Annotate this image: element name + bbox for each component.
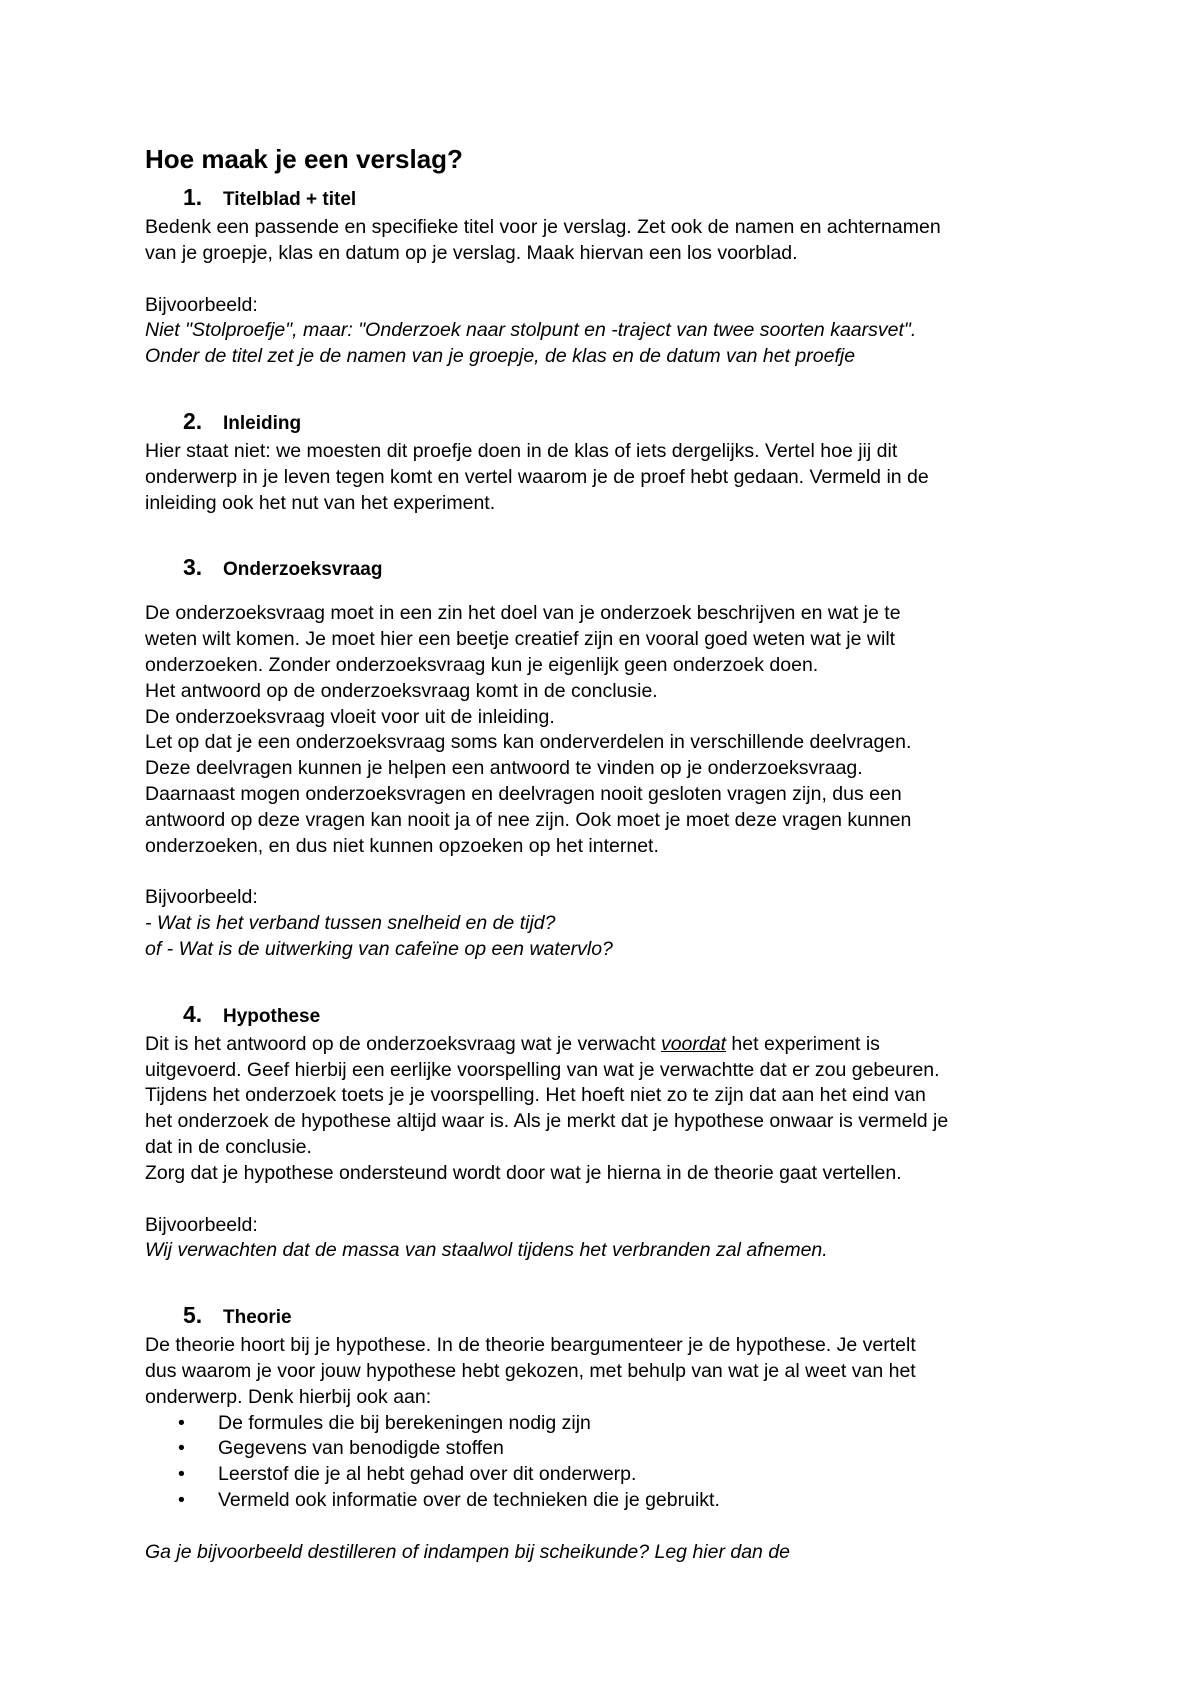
body-text: het experiment is	[726, 1032, 880, 1055]
section-theorie	[145, 1300, 1075, 1565]
section-inleiding	[145, 406, 1075, 516]
list-item-text: Gegevens van benodigde stoffen	[218, 1437, 504, 1460]
body-line: Het antwoord op de onderzoeksvraag komt in de conclusie.	[145, 679, 658, 702]
example-label: Bijvoorbeeld:	[145, 1213, 258, 1236]
body-line: weten wilt komen. Je moet hier een beetje creatief zijn en vooral goed weten wat je wilt	[145, 628, 896, 651]
section-number: 4.	[183, 1000, 203, 1027]
body-line: uitgevoerd. Geef hierbij een eerlijke voorspelling van wat je verwachtte dat er zou gebeuren.	[145, 1058, 940, 1081]
section-heading	[183, 552, 1075, 585]
bullet-icon: •	[178, 1463, 185, 1486]
document-title: Hoe maak je een verslag?	[145, 144, 463, 174]
list-item-text: Leerstof die je al hebt gehad over dit onderwerp.	[218, 1463, 637, 1486]
body-text: Dit is het antwoord op de onderzoeksvraag wat je verwacht	[145, 1032, 661, 1055]
body-line: Deze deelvragen kunnen je helpen een antwoord te vinden op je onderzoeksvraag.	[145, 757, 863, 780]
example-line: Wij verwachten dat de massa van staalwol tijdens het verbranden zal afnemen.	[145, 1239, 828, 1262]
section-heading	[183, 999, 1075, 1032]
list-item-text: De formules die bij berekeningen nodig zijn	[218, 1411, 591, 1434]
body-line: onderzoeken, en dus niet kunnen opzoeken op het internet.	[145, 834, 659, 857]
section-number: 3.	[183, 554, 203, 581]
section-title: Onderzoeksvraag	[223, 559, 383, 581]
body-line: van je groepje, klas en datum op je verslag. Maak hiervan een los voorblad.	[145, 241, 798, 264]
section-titelblad	[145, 182, 1075, 370]
section-number: 5.	[183, 1302, 203, 1329]
document-page	[145, 140, 1075, 1565]
section-number: 1.	[183, 184, 203, 210]
example-label: Bijvoorbeeld:	[145, 886, 258, 909]
bullet-icon: •	[178, 1488, 185, 1511]
body-line: Bedenk een passende en specifieke titel voor je verslag. Zet ook de namen en achternamen	[145, 216, 941, 238]
body-line: het onderzoek de hypothese altijd waar is. Als je merkt dat je hypothese onwaar is vermeld je	[145, 1110, 949, 1133]
body-line: De onderzoeksvraag moet in een zin het doel van je onderzoek beschrijven en wat je te	[145, 602, 901, 625]
body-line: De theorie hoort bij je hypothese. In de theorie beargumenteer je de hypothese. Je vertelt	[145, 1334, 916, 1357]
emphasis-underlined: voordat	[660, 1032, 726, 1055]
example-line: Niet "Stolproefje", maar: "Onderzoek naar stolpunt en -traject van twee soorten kaarsvet".	[145, 319, 917, 342]
section-title: Theorie	[223, 1307, 292, 1329]
example-label: Bijvoorbeeld:	[145, 293, 258, 316]
section-hypothese	[145, 999, 1075, 1264]
example-line: - Wat is het verband tussen snelheid en de tijd?	[145, 912, 556, 935]
body-line: Tijdens het onderzoek toets je je voorspelling. Het hoeft niet zo te zijn dat aan het eind van	[145, 1084, 926, 1107]
body-line: De onderzoeksvraag vloeit voor uit de inleiding.	[145, 705, 555, 728]
section-heading	[183, 406, 1075, 439]
section-number: 2.	[183, 407, 203, 434]
list-item	[178, 1488, 1075, 1514]
bullet-icon: •	[178, 1437, 185, 1460]
body-line: onderwerp in je leven tegen komt en vertel waarom je de proef hebt gedaan. Vermeld in de	[145, 465, 929, 488]
bullet-icon: •	[178, 1411, 185, 1434]
section-title: Inleiding	[223, 412, 302, 434]
body-line: dat in de conclusie.	[145, 1135, 312, 1158]
body-line: inleiding ook het nut van het experiment.	[145, 491, 496, 514]
section-heading	[183, 1300, 1075, 1333]
example-line: Onder de titel zet je de namen van je groepje, de klas en de datum van het proefje	[145, 345, 856, 368]
body-line: dus waarom je voor jouw hypothese hebt gekozen, met behulp van wat je al weet van het	[145, 1359, 916, 1382]
section-title: Titelblad + titel	[223, 189, 357, 210]
body-line: Let op dat je een onderzoeksvraag soms kan onderverdelen in verschillende deelvragen.	[145, 731, 912, 754]
body-line: onderzoeken. Zonder onderzoeksvraag kun je eigenlijk geen onderzoek doen.	[145, 653, 819, 676]
section-title: Hypothese	[223, 1005, 321, 1027]
body-line: antwoord op deze vragen kan nooit ja of nee zijn. Ook moet je moet deze vragen kunnen	[145, 808, 912, 831]
body-line: Zorg dat je hypothese ondersteund wordt door wat je hierna in de theorie gaat vertellen.	[145, 1161, 902, 1184]
list-item-text: Vermeld ook informatie over de technieken die je gebruikt.	[218, 1488, 720, 1511]
closing-line: Ga je bijvoorbeeld destilleren of indampen bij scheikunde? Leg hier dan de	[145, 1540, 791, 1563]
example-line: of - Wat is de uitwerking van cafeïne op een watervlo?	[145, 937, 613, 960]
body-line: Daarnaast mogen onderzoeksvragen en deelvragen nooit gesloten vragen zijn, dus een	[145, 782, 902, 805]
list-item	[178, 1462, 1075, 1488]
section-onderzoeksvraag	[145, 552, 1075, 962]
body-line	[145, 1032, 1075, 1058]
section-heading	[183, 182, 1075, 215]
bullet-list	[145, 1411, 1075, 1514]
body-line: Hier staat niet: we moesten dit proefje doen in de klas of iets dergelijks. Vertel hoe jij dit	[145, 439, 898, 462]
body-line: onderwerp. Denk hierbij ook aan:	[145, 1385, 432, 1408]
list-item	[178, 1411, 1075, 1437]
list-item	[178, 1436, 1075, 1462]
